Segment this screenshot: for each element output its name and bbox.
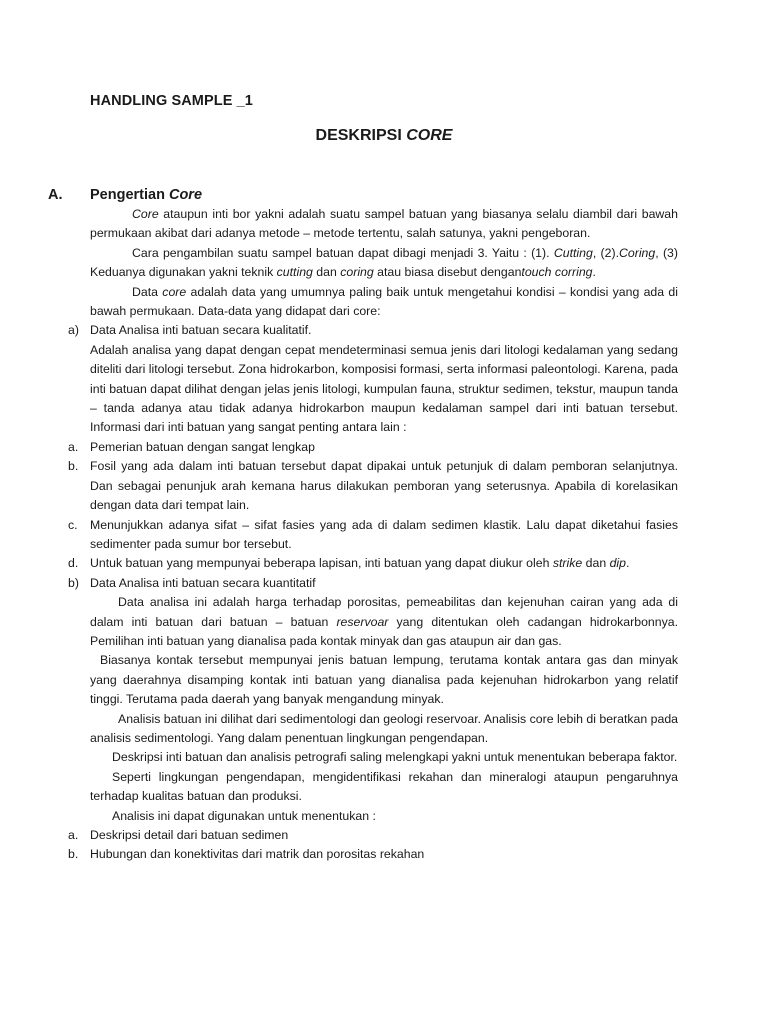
list-item-text: Pemerian batuan dengan sangat lengkap [90,439,315,454]
list-marker: a) [68,323,79,338]
italic-term: touch corring [521,265,593,280]
list-marker: b) [68,575,79,590]
list-item-text: Data Analisa inti batuan secara kualitatif. [90,323,312,338]
list-item-text: Fosil yang ada dalam inti batuan tersebut dapat dipakai untuk petunjuk di dalam pemboran selanjutnya. Dan sebagai penunjuk arah kemana harus dilakukan pemboran yang seterusnya. Apabila di korelasikan dengan data dari tempat lain. [90,459,678,513]
paragraph-sedimentology: Analisis batuan ini dilihat dari sedimentologi dan geologi reservoar. Analisis core lebih di beratkan pada analisis sedimentologi. Yang dalam penentuan lingkungan pengendapan. [90,711,678,745]
text-run: Data [132,284,163,299]
text-run: adalah data yang umumnya paling baik untuk mengetahui kondisi – kondisi yang ada di bawah permukaan. Data-data yang didapat dari core: [90,284,678,319]
italic-term: Core [132,207,159,221]
paragraph-core-definition [90,205,678,244]
list-item [68,554,678,573]
list-item [68,516,678,555]
list-marker: a. [68,828,79,842]
section-letter: A. [48,187,63,203]
document-title [0,127,768,145]
italic-term: strike [552,556,583,571]
paragraph-qualitative-analysis: Adalah analisa yang dapat dengan cepat mendeterminasi semua jenis dari litologi kedalaman yang sedang diteliti dari litologi tersebut. Zona hidrokarbon, komposisi formasi, serta informasi paleontologi. Karena, pada inti batuan dapat dilihat dengan jelas jenis litologi, kumpulan fauna, struktur sedimen, tekstur, maupun tanda – tanda adanya atau tidak adanya hidrokarbon maupun kedalaman sampel dari inti batuan tersebut. Informasi dari inti batuan yang sangat penting antara lain : [90,342,678,435]
text-run: dan [312,265,341,280]
title-italic: CORE [406,127,453,144]
list-item-qualitative [68,321,678,340]
paragraph-environment: Seperti lingkungan pengendapan, mengidentifikasi rekahan dan mineralogi ataupun pengaruhnya terhadap kualitas batuan dan produksi. [90,769,678,804]
italic-term: core [162,284,187,299]
paragraph-quantitative-analysis [90,593,678,651]
text-run: atau biasa disebut dengan [373,265,522,280]
text-run: Untuk batuan yang mempunyai beberapa lapisan, inti batuan yang dapat diukur oleh [90,556,553,571]
text-run: . [626,556,630,571]
list-marker: d. [68,556,79,571]
text-run: Cara pengambilan suatu sampel batuan dapat dibagi menjadi 3. Yaitu : (1). [132,245,554,260]
section-heading [48,187,202,203]
document-header: HANDLING SAMPLE _1 [90,93,253,109]
paragraph-petrography: Deskripsi inti batuan dan analisis petrografi saling melengkapi yakni untuk menentukan beberapa faktor. [112,750,678,765]
text-run: Data analisa ini adalah harga terhadap porositas, pemeabilitas dan kejenuhan cairan yang ada di dalam inti batuan dari batuan – batuan [90,595,678,629]
paragraph-core-data [90,283,678,322]
list-marker: a. [68,439,79,454]
section-label: Pengertian [90,187,169,203]
list-item-text: Data Analisa inti batuan secara kuantitatif [90,575,316,590]
italic-term: reservoar [336,614,389,629]
paragraph-text: ataupun inti bor yakni adalah suatu sampel batuan yang biasanya selalu diambil dari bawah permukaan akibat dari adanya metode – metode tertentu, salah satunya, yakni pengeboran. [90,207,678,241]
italic-term: Cutting [553,245,593,260]
text-run: . [592,265,596,280]
text-run: , (2). [592,245,619,260]
text-run: dan [582,556,610,571]
italic-term: dip [609,556,626,571]
list-item [68,845,678,864]
text-run: yang ditentukan oleh cadangan hidrokarbonnya. Pemilihan inti batuan yang dianalisa pada kontak minyak dan gas ataupun air dan gas. [90,614,678,648]
list-item-text: Menunjukkan adanya sifat – sifat fasies yang ada di dalam sedimen klastik. Lalu dapat diketahui fasies sedimenter pada sumur bor tersebut. [90,517,678,551]
list-item-text: Deskripsi detail dari batuan sedimen [90,828,289,842]
paragraph-contact: Biasanya kontak tersebut mempunyai jenis batuan lempung, terutama kontak antara gas dan minyak yang daerahnya disamping kontak inti batuan yang dianalisa pada kejenuhan hidrokarbon yang relatif tinggi. Terutama pada daerah yang banyak mengandung minyak. [90,653,678,707]
italic-term: coring [340,265,374,280]
list-marker: c. [68,517,78,532]
list-item [68,438,678,457]
paragraph-analysis-purpose: Analisis ini dapat digunakan untuk menentukan : [112,808,376,823]
list-item [68,457,678,515]
list-item [68,826,678,845]
list-marker: b. [68,459,79,474]
list-item-quantitative [68,574,678,593]
list-item-text: Hubungan dan konektivitas dari matrik dan porositas rekahan [90,847,425,862]
italic-term: cutting [276,265,313,280]
paragraph-sampling-methods [90,244,678,283]
italic-term: Coring [619,245,656,260]
list-marker: b. [68,847,79,862]
text-run: , (3) Keduanya digunakan yakni teknik [90,245,678,280]
title-main: DESKRIPSI [315,127,407,144]
section-label-italic: Core [168,187,203,203]
body-text [0,205,768,865]
